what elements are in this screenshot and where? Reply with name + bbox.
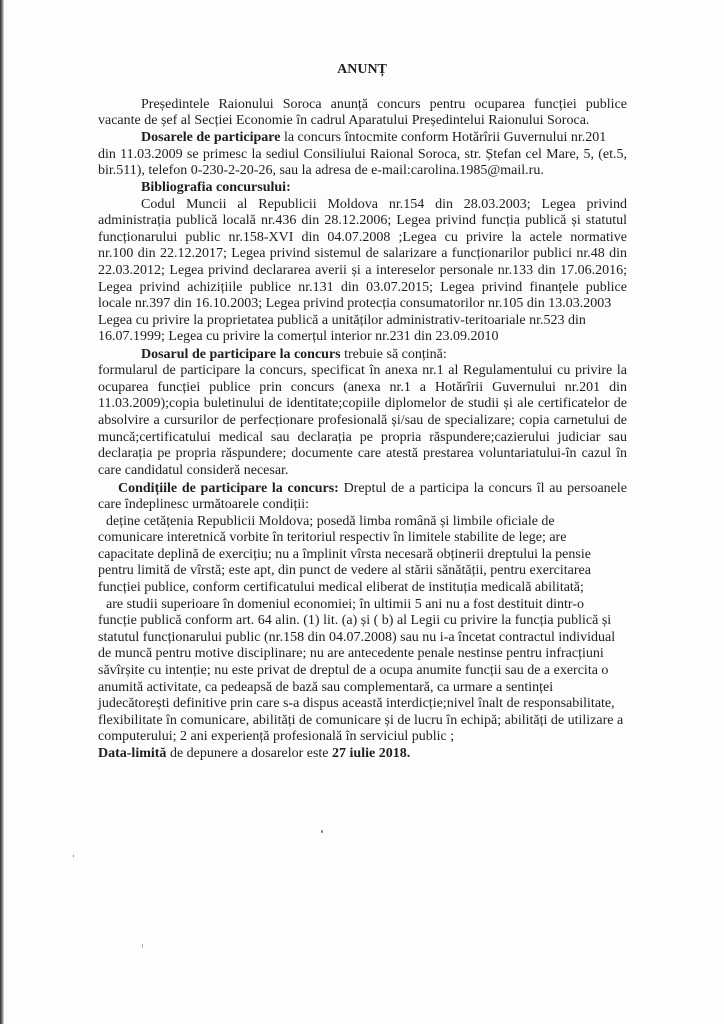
conditions-line: deține cetățenia Republicii Moldova; posedă limba română și limbile oficiale de	[106, 514, 555, 529]
scan-speck	[321, 830, 323, 833]
bibliography-line: Legea cu privire la proprietatea publică a unităților administrativ-teritoariale nr.523 din	[98, 313, 586, 328]
scan-edge-shadow	[0, 0, 4, 1024]
conditions-line: statutul funcționarului public (nr.158 din 04.07.2008) sau nu i-a încetat contractul individual	[98, 630, 616, 645]
conditions-line: care îndeplinesc următoarele condiții:	[98, 497, 310, 512]
dossier-contents-line: ocuparea funcției publice prin concurs (anexa nr.1 a Hotărîrii Guvernului nr.201 din	[98, 380, 627, 395]
dossiers-paragraph-start	[141, 130, 627, 146]
dossier-contents-line: absolvire a cursurilor de perfecționare profesională și/sau de specializare; copia carnetului de	[98, 413, 627, 428]
bibliography-line: 16.07.1999; Legea cu privire la comerțul interior nr.231 din 23.09.2010	[98, 329, 499, 344]
deadline-line	[98, 746, 627, 762]
conditions-line: computerului; 2 ani experiență profesională în serviciul public ;	[98, 729, 455, 744]
dossiers-line-2: din 11.03.2009 se primesc la sediul Consiliului Raional Soroca, str. Ștefan cel Mare, 5, (et.5,	[98, 147, 627, 162]
conditions-line: funcției publice, conform certificatului medical eliberat de instituția medicală abilitată;	[98, 580, 584, 595]
scan-speck	[142, 944, 143, 948]
deadline-label: Data-limită	[98, 746, 167, 761]
conditions-line: funcție publică conform art. 64 alin. (1) lit. (a) și ( b) al Legii cu privire la funcția publică și	[98, 613, 612, 628]
dossier-contents-heading: Dosarul de participare la concurs	[141, 347, 341, 362]
intro-line-2: vacante de șef al Secției Economie în cadrul Aparatului Președintelui Raionului Soroca.	[98, 113, 590, 128]
conditions-line: judecătorești definitive prin care s-a dispus această interdicție;nivel înalt de responsabilitate,	[98, 696, 615, 711]
conditions-line: capacitate deplină de exercițiu; nu a împlinit vîrsta necesară obținerii dreptului la pensie	[98, 547, 591, 562]
dossiers-line-3: bir.511), telefon 0-230-2-20-26, sau la adresa de e-mail:carolina.1985@mail.ru.	[98, 163, 544, 178]
dossier-contents-heading-line	[141, 347, 627, 363]
conditions-line: anumită activitate, ca pedeapsă de bază sau complementară, ca urmare a sentinței	[98, 680, 554, 695]
bibliography-line: funcționarului public nr.158-XVI din 04.07.2008 ;Legea cu privire la actele normative	[98, 230, 627, 245]
bibliography-line: Codul Muncii al Republicii Moldova nr.154 din 28.03.2003; Legea privind	[141, 197, 627, 212]
dossier-contents-line: declarația pe propria răspundere; documente care atestă prestarea voluntariatului-în cazul în	[98, 446, 627, 461]
deadline-text: de depunere a dosarelor este	[166, 746, 333, 761]
conditions-heading-line	[118, 481, 627, 497]
intro-line-1: Președintele Raionului Soroca anunță concurs pentru ocuparea funcției publice	[141, 97, 627, 112]
scan-speck	[73, 855, 74, 857]
conditions-line: flexibilitate în comunicare, abilități de comunicare și de lucru în echipă; abilități de utilizare a	[98, 713, 624, 728]
bibliography-line: locale nr.397 din 16.10.2003; Legea privind protecția consumatorilor nr.105 din 13.03.2003	[98, 296, 612, 311]
dossiers-line-1-text: la concurs întocmite conform Hotărîrii Guvernului nr.201	[280, 130, 607, 145]
dossier-contents-heading-rest: trebuie să conțină:	[340, 347, 447, 362]
conditions-line: pentru limită de vîrstă; este apt, din punct de vedere al stării sănătății, pentru exercitarea	[98, 563, 591, 578]
conditions-line: comunicare interetnică vorbite în teritoriul respectiv în limitele stabilite de lege; are	[98, 530, 567, 545]
conditions-heading: Condițiile de participare la concurs:	[118, 481, 339, 496]
dossier-contents-line: care candidatul consideră necesar.	[98, 463, 289, 478]
conditions-heading-rest: Dreptul de a participa la concurs îl au persoanele	[338, 481, 627, 496]
deadline-date: 27 iulie 2018.	[332, 746, 411, 761]
bibliography-line: 22.03.2012; Legea privind declararea averii și a intereselor personale nr.133 din 17.06.2016;	[98, 263, 627, 278]
conditions-line: săvîrșite cu intenție; nu este privat de dreptul de a ocupa anumite funcții sau de a exercita o	[98, 663, 609, 678]
bibliography-line: administrația publică locală nr.436 din 28.12.2006; Legea privind funcția publică și statutul	[98, 213, 627, 228]
dossier-contents-line: formularul de participare la concurs, specificat în anexa nr.1 al Regulamentului cu privire la	[98, 363, 627, 378]
bibliography-heading	[141, 180, 627, 196]
conditions-line: are studii superioare în domeniul economiei; în ultimii 5 ani nu a fost destituit dintr-o	[106, 597, 584, 612]
dossier-contents-line: muncă;certificatului medical sau declarația pe propria răspundere;cazierului judiciar sau	[98, 430, 627, 445]
dossiers-heading: Dosarele de participare	[141, 130, 281, 145]
conditions-line: de muncă pentru motive disciplinare; nu are antecedente penale nestinse pentru infracțiuni	[98, 646, 604, 661]
dossier-contents-line: 11.03.2009);copia buletinului de identitate;copiile diplomelor de studii și ale certificatelor de	[98, 396, 627, 411]
bibliography-line: nr.100 din 22.12.2017; Legea privind sistemul de salarizare a funcționarilor publici nr.48 din	[98, 246, 627, 261]
document-title: ANUNȚ	[337, 62, 387, 77]
bibliography-heading-text: Bibliografia concursului:	[141, 180, 291, 195]
bibliography-line: Legea privind achizițiile publice nr.131 din 03.07.2015; Legea privind finanțele publice	[98, 280, 627, 295]
